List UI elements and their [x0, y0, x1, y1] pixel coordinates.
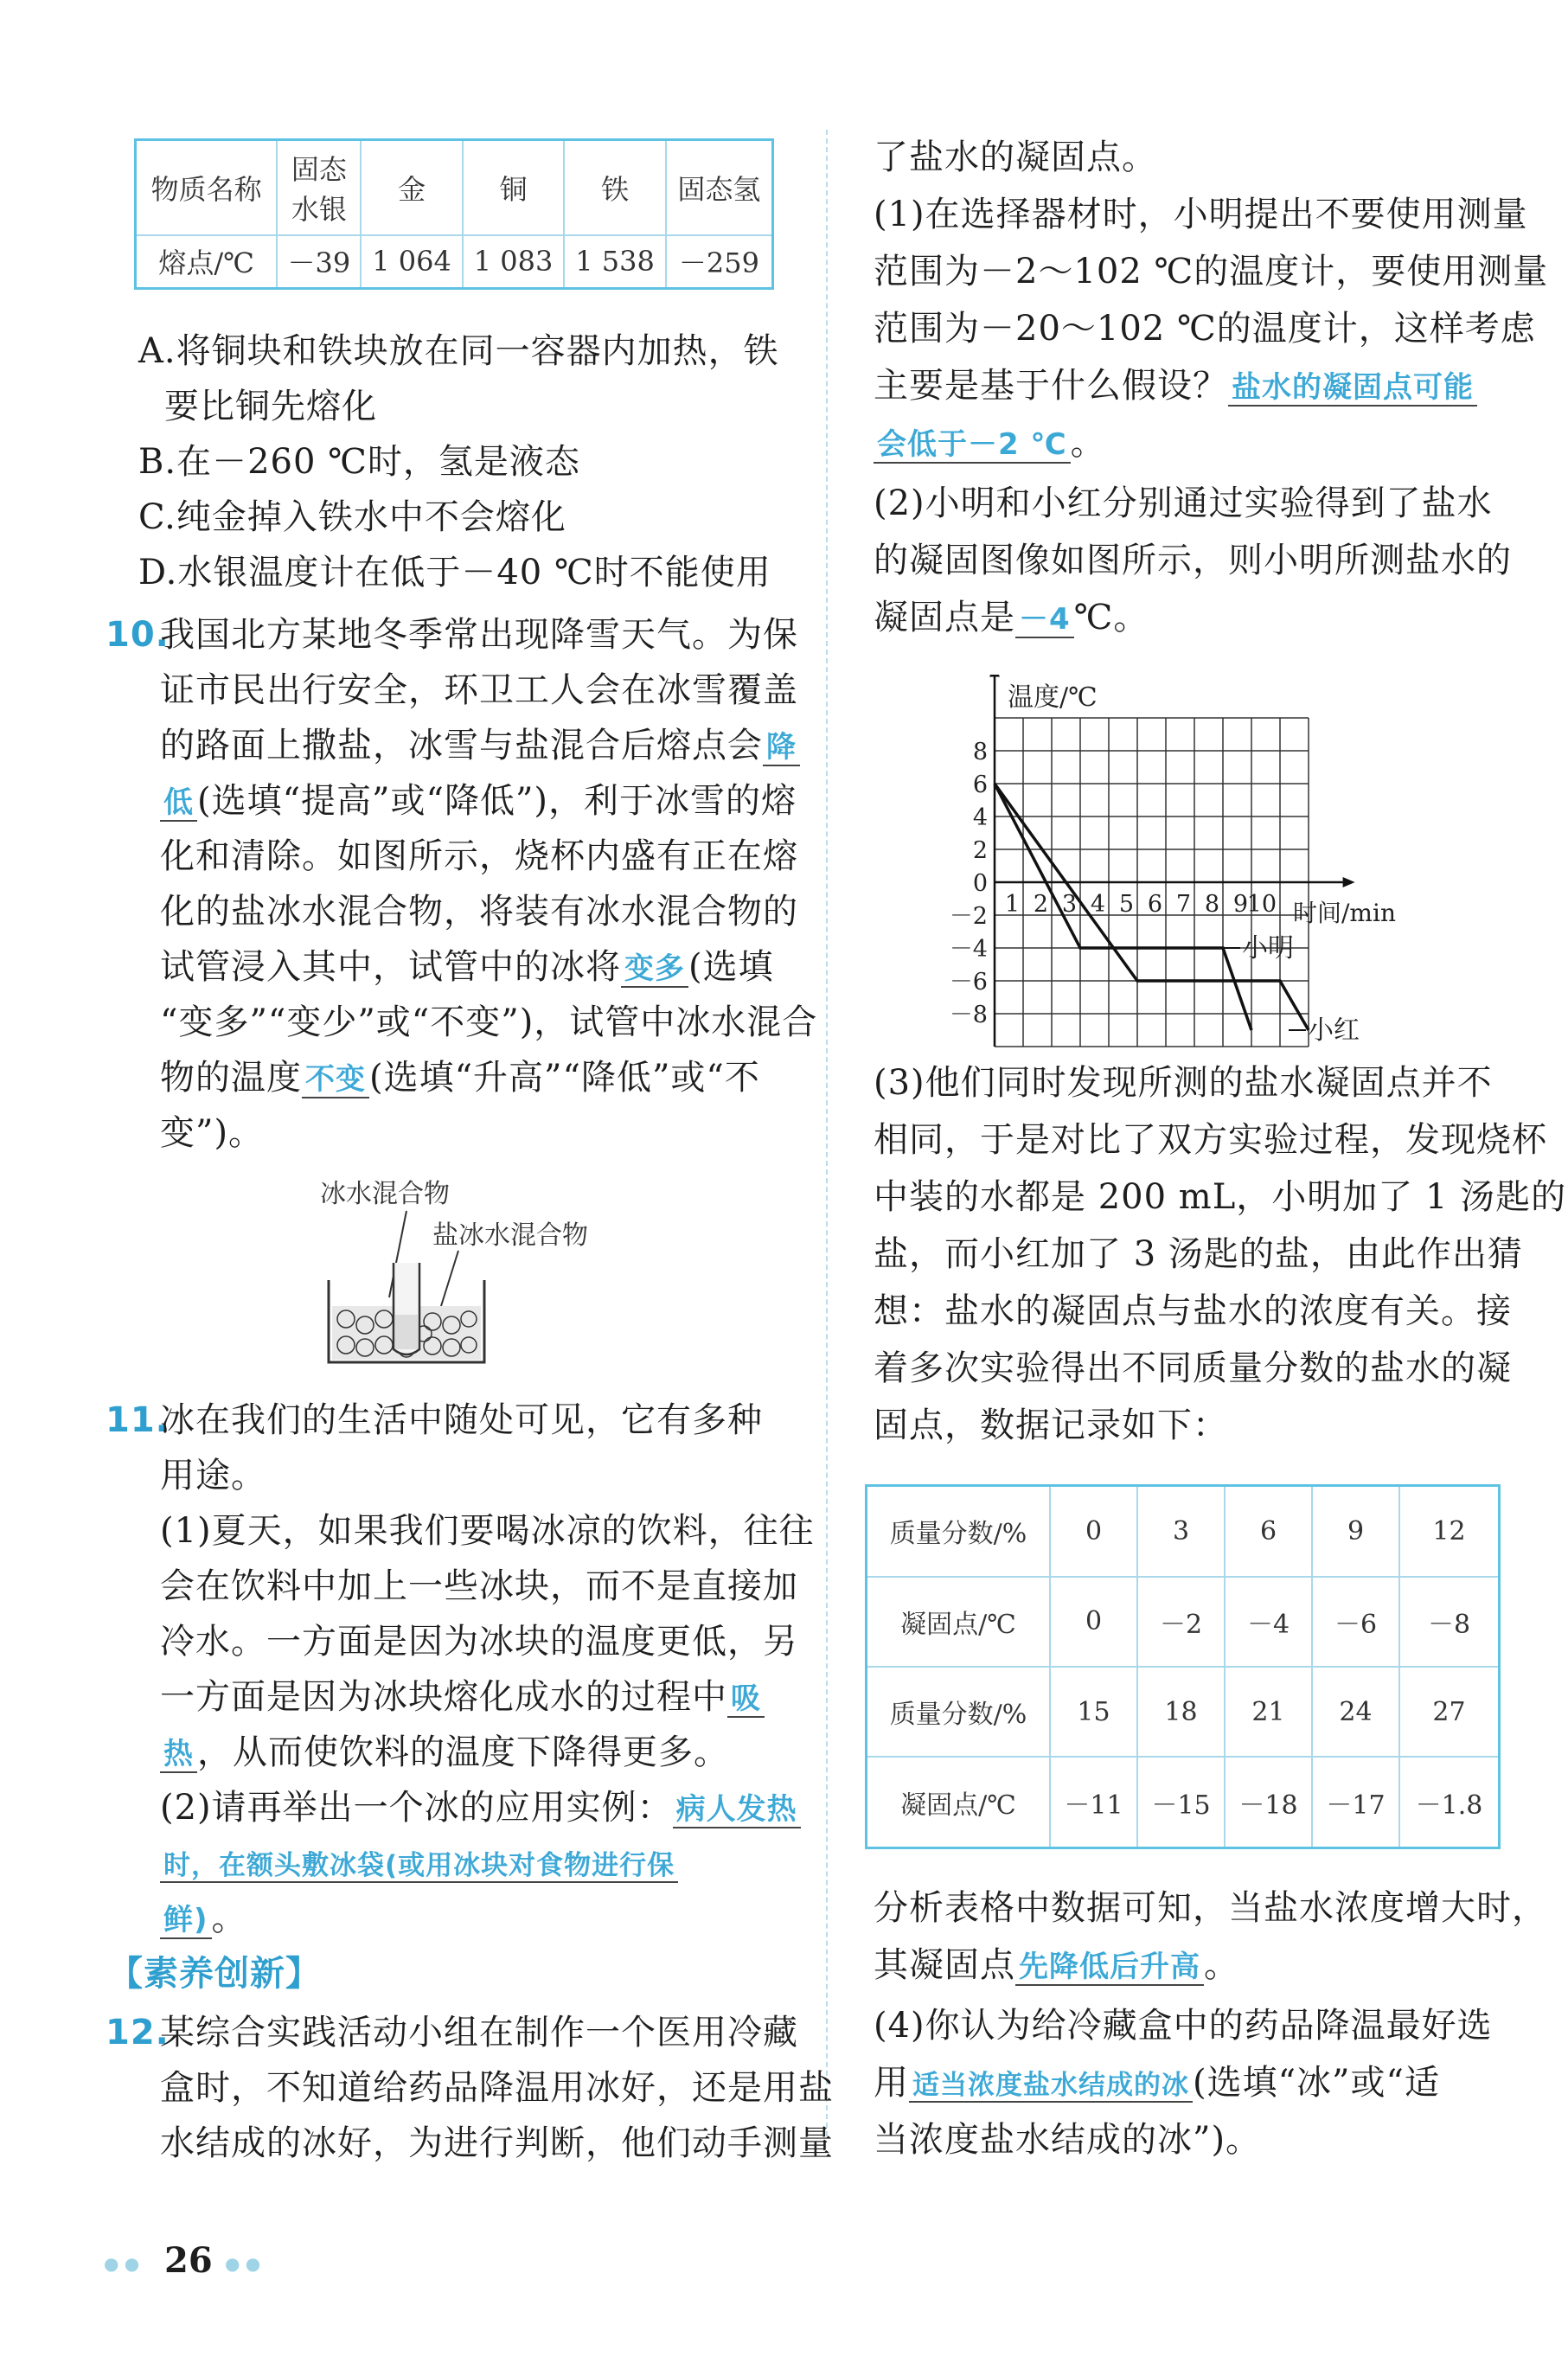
q11-line: 冷水。一方面是因为冰块的温度更低，另 [160, 1622, 798, 1662]
value-cell: 15 [1050, 1667, 1137, 1757]
series-label: 小红 [1308, 1015, 1360, 1046]
q12-line: 固点，数据记录如下： [874, 1406, 1228, 1445]
answer-q11-2b: 时，在额头敷冰袋(或用冰块对食物进行保 [160, 1850, 678, 1883]
value-cell: 1 064 [361, 235, 463, 289]
q12-line: 想：盐水的凝固点与盐水的浓度有关。接 [874, 1291, 1512, 1331]
value-cell: 1 083 [463, 235, 565, 289]
y-tick-label: 8 [972, 739, 988, 765]
x-tick-label: 2 [1033, 891, 1048, 918]
row-label: 凝固点/℃ [867, 1577, 1051, 1667]
y-tick-label: －8 [949, 1002, 988, 1028]
q11-line: (2)请再举出一个冰的应用实例： 病人发热 [160, 1785, 801, 1832]
value-cell: －6 [1312, 1577, 1399, 1667]
row-label: 凝固点/℃ [867, 1757, 1051, 1847]
y-tick-label: 4 [972, 804, 988, 831]
q12-line: 其凝固点 先降低后升高 。 [874, 1945, 1239, 1985]
x-tick-label: 3 [1061, 891, 1077, 918]
q12-line: (1)在选择器材时，小明提出不要使用测量 [874, 195, 1528, 234]
q10-line: “变多”“变少”或“不变”)，试管中冰水混合 [160, 1002, 818, 1042]
answer-q12-1a: 盐水的凝固点可能 [1228, 370, 1477, 407]
answer-q12-3: 先降低后升高 [1015, 1950, 1204, 1986]
header-cell: 物质名称 [136, 140, 278, 235]
y-tick-label: 6 [972, 772, 988, 798]
answer-q11-2a: 病人发热 [673, 1792, 801, 1828]
value-cell: 27 [1399, 1667, 1500, 1757]
q10-line: 我国北方某地冬季常出现降雪天气。为保 [160, 615, 798, 655]
option-b: B.在－260 ℃时，氢是液态 [138, 442, 580, 482]
concentration-table [865, 1484, 1501, 1849]
q12-line: 范围为－20～102 ℃的温度计，这样考虑 [874, 309, 1536, 349]
answer-q10-3: 不变 [302, 1062, 369, 1098]
option-a: A.将铜块和铁块放在同一容器内加热，铁 [138, 331, 779, 371]
figure-label: 盐冰水混合物 [432, 1220, 588, 1251]
answer-q11-1b: 热 [160, 1737, 197, 1773]
value-cell: 0 [1050, 1577, 1137, 1667]
row-label: 质量分数/% [867, 1486, 1051, 1577]
q12-line: 当浓度盐水结成的冰”)。 [874, 2120, 1262, 2160]
x-tick-label: 1 [1004, 891, 1020, 918]
q11-line: 鲜) 。 [160, 1896, 247, 1943]
q11-line: 冰在我们的生活中随处可见，它有多种 [160, 1400, 763, 1440]
melting-point-table [134, 138, 774, 290]
answer-q11-1a: 吸 [727, 1681, 765, 1718]
x-tick-label: 6 [1147, 891, 1162, 918]
page-number: 26 [164, 2240, 213, 2281]
header-cell: 铜 [463, 140, 565, 235]
x-axis-label: 时间/min [1293, 899, 1396, 927]
row-label: 熔点/℃ [136, 235, 278, 289]
y-axis-arrow [989, 675, 1000, 677]
x-tick-label: 8 [1204, 891, 1219, 918]
q12-number: 12. [106, 2013, 170, 2052]
answer-q12-2: －4 [1015, 602, 1074, 638]
q12-line: 中装的水都是 200 mL，小明加了 1 汤匙的 [874, 1177, 1567, 1217]
header-cell: 金 [361, 140, 463, 235]
q10-line: 的路面上撒盐，冰雪与盐混合后熔点会 降 [160, 723, 800, 770]
q11-line: 会在饮料中加上一些冰块，而不是直接加 [160, 1566, 798, 1606]
column-divider [826, 130, 828, 2136]
header-cell: 固态氢 [666, 140, 773, 235]
option-c: C.纯金掉入铁水中不会熔化 [138, 497, 566, 537]
q11-number: 11. [106, 1400, 170, 1440]
answer-q10-1b: 低 [160, 785, 197, 822]
q10-line: 化和清除。如图所示，烧杯内盛有正在熔 [160, 836, 798, 876]
y-tick-label: －2 [949, 903, 988, 930]
beaker-figure [311, 1176, 640, 1375]
q10-line: 变”)。 [160, 1113, 265, 1153]
q10-line: 物的温度 不变 (选填“升高”“降低”或“不 [160, 1058, 760, 1098]
q12-line: 用 适当浓度盐水结成的冰 (选填“冰”或“适 [874, 2063, 1440, 2103]
q12-line: 凝固点是 －4 ℃。 [874, 598, 1149, 637]
y-tick-label: －4 [949, 936, 988, 963]
header-cell: 铁 [564, 140, 666, 235]
q11-line: 一方面是因为冰块熔化成水的过程中 吸 [160, 1675, 765, 1721]
y-tick-label: －6 [949, 969, 988, 996]
value-cell: －17 [1312, 1757, 1399, 1847]
value-cell: －8 [1399, 1577, 1500, 1667]
q12-line: 的凝固图像如图所示，则小明所测盐水的 [874, 541, 1512, 580]
q12-line: 范围为－2～102 ℃的温度计，要使用测量 [874, 252, 1549, 291]
header-cell: 固态水银 [277, 140, 361, 235]
x-tick-label: 4 [1090, 891, 1105, 918]
figure-label: 冰水混合物 [320, 1179, 450, 1209]
q12-line: 着多次实验得出不同质量分数的盐水的凝 [874, 1348, 1512, 1388]
x-tick-label: 10 [1246, 891, 1277, 918]
x-tick-label: 7 [1175, 891, 1191, 918]
q12-line: 盐，而小红加了 3 汤匙的盐，由此作出猜 [874, 1234, 1523, 1274]
decorative-dots: ● ● [104, 2253, 140, 2274]
decorative-dots: ● ● [225, 2253, 261, 2274]
value-cell: 24 [1312, 1667, 1399, 1757]
q12-line: 会低于－2 ℃ 。 [874, 420, 1106, 467]
value-cell: －11 [1050, 1757, 1137, 1847]
value-cell: －15 [1137, 1757, 1225, 1847]
y-tick-label: 0 [972, 870, 988, 897]
q12-line: 盒时，不知道给药品降温用冰好，还是用盐 [160, 2068, 834, 2108]
y-axis-label: 温度/℃ [1008, 682, 1098, 713]
x-axis-arrow [1343, 877, 1355, 887]
y-tick-label: 2 [972, 837, 988, 864]
q10-line: 证市民出行安全，环卫工人会在冰雪覆盖 [160, 670, 798, 710]
q10-line: 试管浸入其中，试管中的冰将 变多 (选填 [160, 947, 774, 987]
q10-number: 10. [106, 615, 170, 655]
value-cell: 12 [1399, 1486, 1500, 1577]
x-tick-label: 5 [1118, 891, 1134, 918]
section-title: 【素养创新】 [108, 1953, 321, 1994]
value-cell: 9 [1312, 1486, 1399, 1577]
q12-line: (4)你认为给冷藏盒中的药品降温最好选 [874, 2006, 1493, 2046]
value-cell: 3 [1137, 1486, 1225, 1577]
answer-q11-2c: 鲜) [160, 1903, 212, 1939]
q12-line: 相同，于是对比了双方实验过程，发现烧杯 [874, 1120, 1547, 1160]
q11-line [160, 1841, 678, 1888]
answer-q10-1a: 降 [763, 730, 800, 766]
answer-q12-4: 适当浓度盐水结成的冰 [909, 2070, 1193, 2103]
q11-line: (1)夏天，如果我们要喝冰凉的饮料，往往 [160, 1511, 815, 1551]
value-cell: －1.8 [1399, 1757, 1500, 1847]
series-label: 小明 [1242, 933, 1294, 964]
value-cell: －2 [1137, 1577, 1225, 1667]
value-cell: 21 [1225, 1667, 1312, 1757]
q12-line: 主要是基于什么假设？ 盐水的凝固点可能 [874, 363, 1477, 410]
x-tick-label: 9 [1232, 891, 1248, 918]
q10-line: 化的盐冰水混合物，将装有冰水混合物的 [160, 892, 798, 932]
value-cell: －18 [1225, 1757, 1312, 1847]
option-a-cont: 要比铜先熔化 [164, 387, 377, 426]
value-cell: －39 [277, 235, 361, 289]
q11-line: 用途。 [160, 1456, 266, 1495]
q12-line: 分析表格中数据可知，当盐水浓度增大时， [874, 1888, 1547, 1928]
q12-line: (2)小明和小红分别通过实验得到了盐水 [874, 483, 1493, 523]
q10-line: 低 (选填“提高”或“降低”)，利于冰雪的熔 [160, 778, 797, 825]
value-cell: 1 538 [564, 235, 666, 289]
value-cell: －4 [1225, 1577, 1312, 1667]
answer-q12-1b: 会低于－2 ℃ [874, 427, 1071, 464]
answer-q10-2: 变多 [621, 951, 688, 988]
q12-line: 某综合实践活动小组在制作一个医用冷藏 [160, 2013, 798, 2052]
solidification-chart [943, 675, 1410, 1055]
value-cell: －259 [666, 235, 773, 289]
value-cell: 18 [1137, 1667, 1225, 1757]
value-cell: 6 [1225, 1486, 1312, 1577]
q11-line: 热 ，从而使饮料的温度下降得更多。 [160, 1730, 729, 1777]
row-label: 质量分数/% [867, 1667, 1051, 1757]
q12-line: 了盐水的凝固点。 [874, 138, 1157, 177]
value-cell: 0 [1050, 1486, 1137, 1577]
option-d: D.水银温度计在低于－40 ℃时不能使用 [138, 553, 771, 592]
q12-line: 水结成的冰好，为进行判断，他们动手测量 [160, 2123, 834, 2163]
q12-line: (3)他们同时发现所测的盐水凝固点并不 [874, 1063, 1493, 1103]
